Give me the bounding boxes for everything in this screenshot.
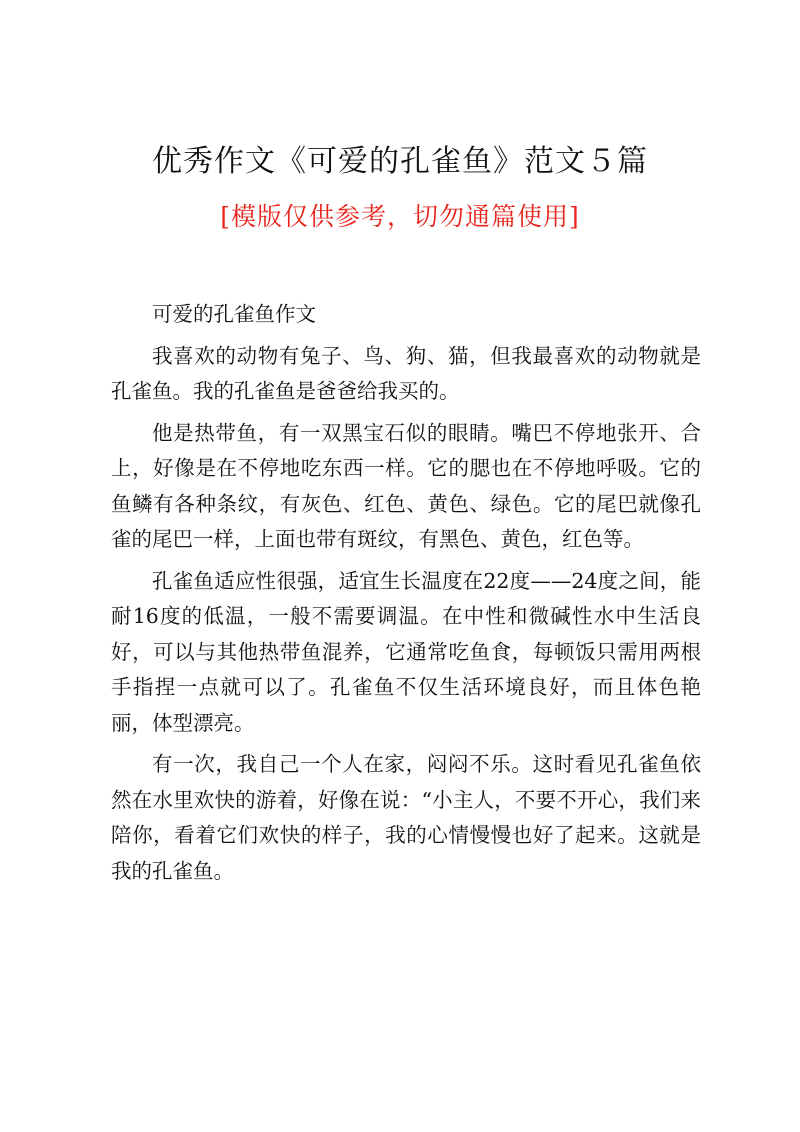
article-body xyxy=(111,297,701,895)
paragraph: 有一次，我自己一个人在家，闷闷不乐。这时看见孔雀鱼依然在水里欢快的游着，好像在说：“小主人，不要不开心，我们来陪你，看着它们欢快的样子，我的心情慢慢也好了起来。这就是我的孔雀鱼。 xyxy=(111,752,701,883)
paragraph: 我喜欢的动物有兔子、鸟、狗、猫，但我最喜欢的动物就是孔雀鱼。我的孔雀鱼是爸爸给我买的。 xyxy=(111,343,701,403)
section-heading: 可爱的孔雀鱼作文 xyxy=(152,302,316,326)
paragraph: 他是热带鱼，有一双黑宝石似的眼睛。嘴巴不停地张开、合上，好像是在不停地吃东西一样。它的腮也在不停地呼吸。它的鱼鳞有各种条纹，有灰色、红色、黄色、绿色。它的尾巴就像孔雀的尾巴一样，上面也带有斑纹，有黑色、黄色，红色等。 xyxy=(111,420,701,551)
template-notice: [模版仅供参考，切勿通篇使用] xyxy=(220,202,580,231)
document-title: 优秀作文《可爱的孔雀鱼》范文５篇 xyxy=(152,144,648,179)
paragraph: 孔雀鱼适应性很强，适宜生长温度在22度——24度之间，能耐16度的低温，一般不需要调温。在中性和微碱性水中生活良好，可以与其他热带鱼混养，它通常吃鱼食，每顿饭只需用两根手指捏一点就可以了。孔雀鱼不仅生活环境良好，而且体色艳丽，体型漂亮。 xyxy=(111,568,701,735)
